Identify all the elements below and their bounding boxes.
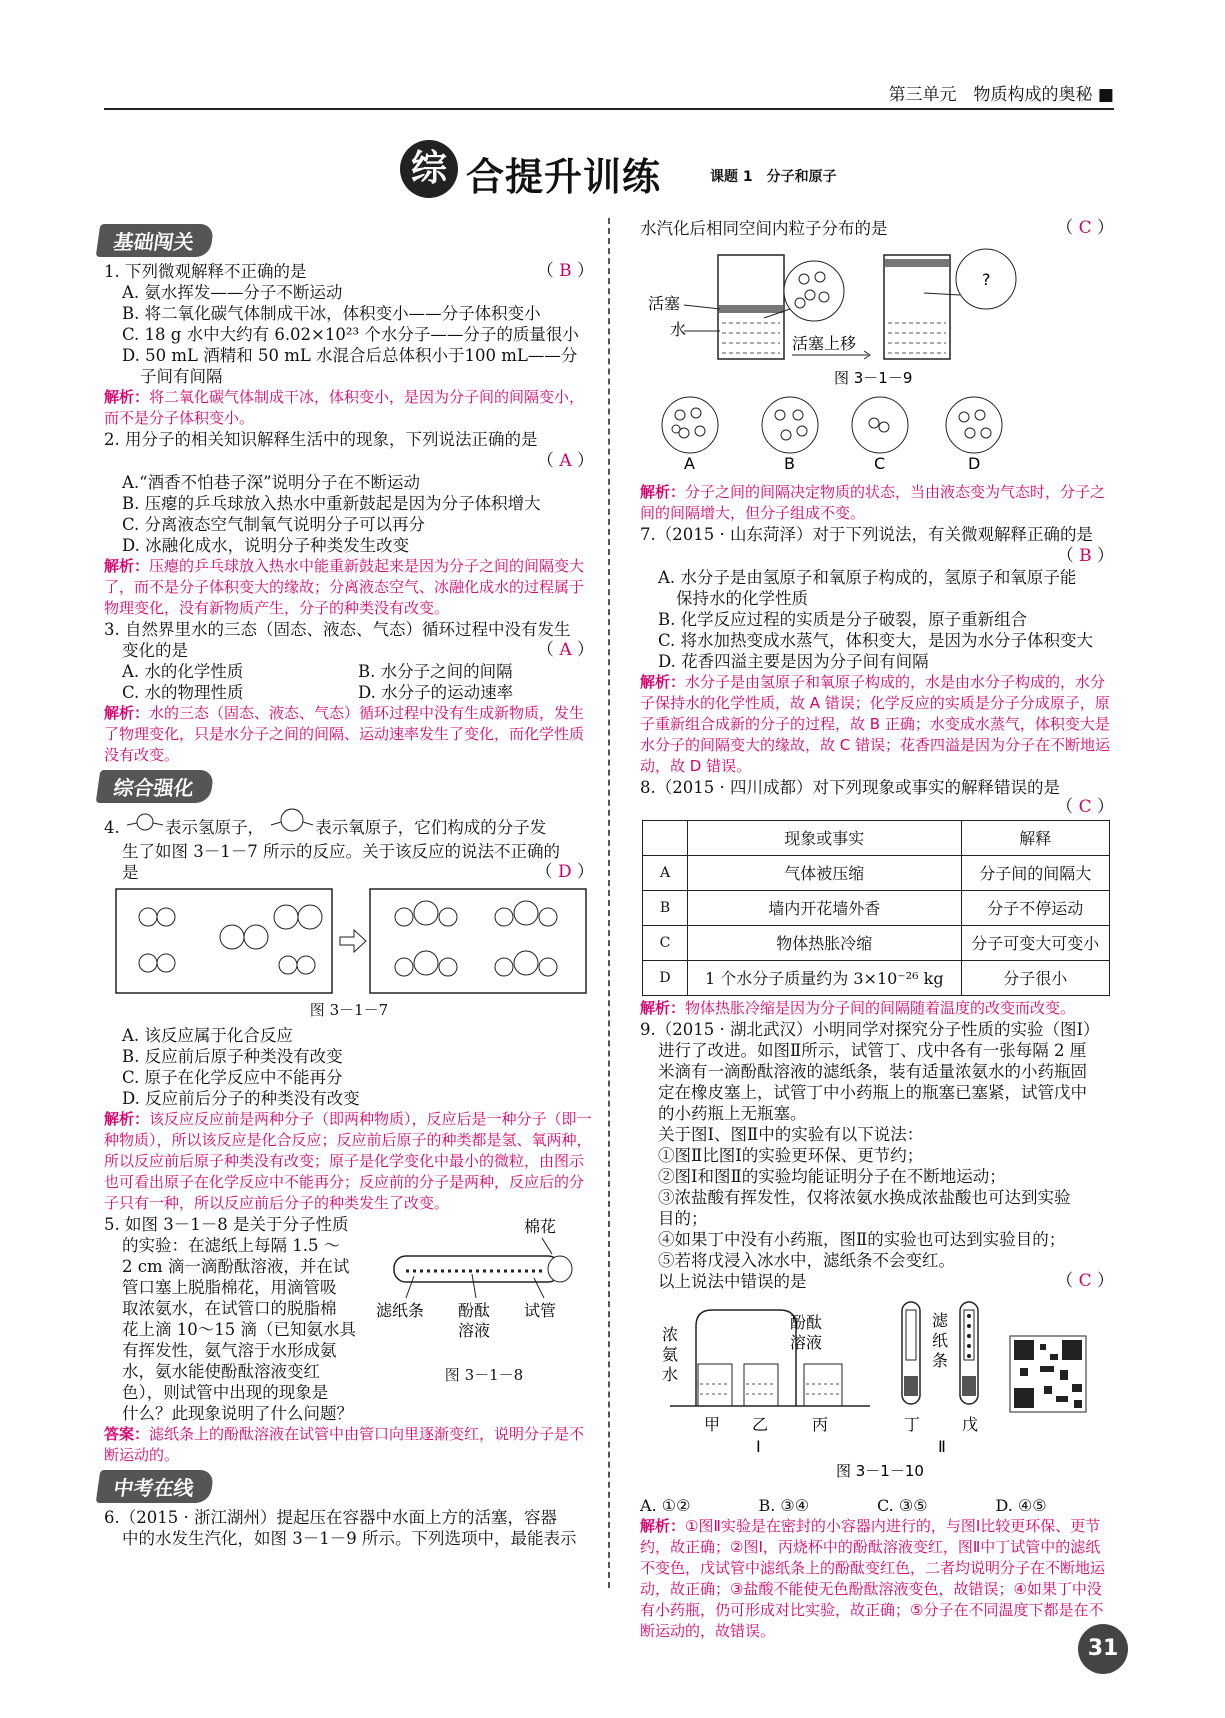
q7-answer: （ B ） [1056, 546, 1114, 566]
figure-3-1-9-caption: 图 3－1－9 [834, 369, 913, 387]
q9-line: 的小药瓶上无瓶塞。 [658, 1104, 807, 1123]
qr-code-icon [1010, 1336, 1086, 1412]
q4-option-a: A. 该反应属于化合反应 [122, 1026, 293, 1045]
running-header [104, 76, 1114, 110]
q2-option-b: B. 压瘪的乒乓球放入热水中重新鼓起是因为分子体积增大 [122, 494, 541, 513]
label-phenolphthalein: 酚酞 [458, 1301, 491, 1320]
q5-line: 2 cm 滴一滴酚酞溶液，并在试 [122, 1257, 350, 1276]
question-9 [640, 1019, 1114, 1642]
label-paper: 纸 [932, 1331, 949, 1350]
q3-explanation: 解析：水的三态（固态、液态、气态）循环过程中没有生成新物质，发生了物理变化，只是水分子之间的间隔、运动速率发生了变化，而化学性质没有改变。 [104, 704, 585, 764]
figure-3-1-9 [640, 243, 1114, 478]
q1-explanation: 解析：将二氧化碳气体制成干冰，体积变小，是因为分子间的间隔变小，而不是分子体积变小。 [104, 388, 585, 427]
page-title [400, 140, 920, 200]
label-strip: 条 [932, 1351, 949, 1370]
section-exam: 中考在线 [96, 1470, 215, 1503]
question-8 [640, 777, 1114, 1019]
table-row: A 气体被压缩 分子间的间隔大 [643, 856, 1110, 891]
question-5 [104, 1214, 594, 1466]
q6-explanation: 解析：分子之间的间隔决定物质的状态，当由液态变为气态时，分子之间的间隔增大，但分子组成不变。 [640, 483, 1106, 522]
q1-option-d-cont: 子间有间隔 [140, 367, 223, 386]
label-phenolphthalein: 酚酞 [790, 1313, 823, 1332]
q4-explanation: 解析：该反应反应前是两种分子（即两种物质），反应后是一种分子（即一种物质），所以该反应是化合反应；反应前后原子的种类都是氢、氧两种，所以反应前后原子种类没有改变；原子是化学变化中最小的微粒，由图示也可看出原子在化学反应中不能再分；反应前的分子是两种，反应后的分子只有一种，所以反应前后分子的种类发生了改变。 [104, 1110, 592, 1212]
q7-option-a: A. 水分子是由氢原子和氧原子构成的，氢原子和氧原子能 [658, 568, 1077, 587]
q5-line: 色），则试管中出现的现象是 [122, 1383, 329, 1402]
right-column [640, 218, 1114, 1642]
question-4: 4. 表示氢原子， 表示氧原子，它们构成的分子发 生了如图 3－1－7 所示的反应。关于该反应的说法不正确的 是 （ D ） 图 3－1－7 A. 该反应属于化合反应 B. 反应前后原子种类没有改变 C. 原子在化学反应中不能再分 D. 反应前后分子的种类没有改变 解析：该反应反应前是两种分子（即两种物质），反应后是一种分子（即一种物质），所以该反应是化合反应；反应前后原子的种类都是氢、氧两种，所以反应前后原子种类没有改变；原子是化学变化中最小的微粒，由图示也可看出原子在化学反应中不能再分；反应前的分子是两种，反应后的分子只有一种，所以反应前后分子的种类发生了改变。 [104, 807, 594, 1214]
q5-line: 5. 如图 3－1－8 是关于分子性质 [104, 1215, 349, 1234]
q7-option-b: B. 化学反应过程的实质是分子破裂，原子重新组合 [658, 610, 1028, 629]
q1-stem: 1. 下列微观解释不正确的是 [104, 262, 307, 281]
q9-explanation: 解析：①图Ⅱ实验是在密封的小容器内进行的，与图Ⅰ比较更环保、更节约，故正确；②图Ⅰ，丙烧杯中的酚酞溶液变红，图Ⅱ中丁试管中的滤纸不变色，戊试管中滤纸条上的酚酞变红色，二者均说明分子在不断地运动，故正确；③盐酸不能使无色酚酞溶液变色，故错误；④如果丁中没有小药瓶，仍可形成对比实验，故正确；⑤分子在不同温度下都是在不断运动的，故错误。 [640, 1517, 1106, 1640]
q9-line: ③浓盐酸有挥发性，仅将浓氨水换成浓盐酸也可达到实验 [658, 1188, 1071, 1207]
title-sub: 课题 1 分子和原子 [710, 169, 837, 185]
section-advanced: 综合强化 [96, 770, 215, 803]
label-test-tube: 试管 [524, 1301, 557, 1320]
figure-3-1-7 [104, 887, 594, 1021]
label-jia: 甲 [704, 1415, 721, 1434]
q5-answer: 答案：滤纸条上的酚酞溶液在试管中由管口向里逐渐变红，说明分子是不断运动的。 [104, 1425, 585, 1464]
label-wu: 戊 [962, 1415, 979, 1434]
label-figure-1: Ⅰ [756, 1437, 761, 1456]
left-column [104, 222, 594, 1549]
q2-option-c: C. 分离液态空气制氧气说明分子可以再分 [122, 515, 426, 534]
section-basic: 基础闯关 [96, 224, 215, 257]
figure-3-1-8-caption: 图 3－1－8 [444, 1366, 524, 1384]
q9-line: 目的； [658, 1209, 708, 1228]
q3-stem-cont: 变化的是 [122, 641, 188, 660]
label-bing: 丙 [812, 1415, 829, 1434]
q4-answer: （ D ） [535, 862, 594, 882]
q2-option-a: A.“酒香不怕巷子深”说明分子在不断运动 [122, 473, 421, 492]
q6-option-a: A [684, 454, 695, 473]
q7-option-a-cont: 保持水的化学性质 [676, 589, 808, 608]
q6-option-d: D [968, 454, 981, 473]
q3-option-c: C. 水的物理性质 [122, 683, 244, 702]
q9-line: 定在橡皮塞上，试管丁中小药瓶上的瓶塞已塞紧，试管戊中 [658, 1083, 1087, 1102]
q5-line: 花上滴 10～15 滴（已知氨水具 [122, 1320, 356, 1339]
q9-option-b: B. ③④ [758, 1496, 810, 1515]
q3-stem: 3. 自然界里水的三态（固态、液态、气态）循环过程中没有发生 [104, 620, 571, 639]
q3-option-d: D. 水分子的运动速率 [358, 683, 514, 702]
q9-option-c: C. ③⑤ [877, 1496, 928, 1515]
question-7 [640, 524, 1114, 777]
q6-answer: （ C ） [1056, 218, 1114, 238]
q9-line: 关于图Ⅰ、图Ⅱ中的实验有以下说法： [658, 1125, 924, 1144]
label-figure-2: Ⅱ [938, 1437, 946, 1456]
q5-line: 的实验：在滤纸上每隔 1.5 ～ [122, 1236, 341, 1255]
question-1 [104, 261, 594, 429]
q9-line: 米滴有一滴酚酞溶液的滤纸条，装有适量浓氨水的小药瓶固 [658, 1062, 1087, 1081]
title-badge: 综 [400, 140, 458, 198]
q7-option-d: D. 花香四溢主要是因为分子间有间隔 [658, 652, 929, 671]
q3-option-b: B. 水分子之间的间隔 [358, 662, 513, 681]
q6-stem-cont: 中的水发生汽化，如图 3－1－9 所示。下列选项中，最能表示 [122, 1529, 577, 1548]
label-concentrated: 浓 [662, 1325, 679, 1344]
table-row: B 墙内开花墙外香 分子不停运动 [643, 891, 1110, 926]
table-row: C 物体热胀冷缩 分子可变大可变小 [643, 926, 1110, 961]
label-ding: 丁 [904, 1415, 921, 1434]
q9-option-d: D. ④⑤ [995, 1496, 1047, 1515]
q9-line: ①图Ⅱ比图Ⅰ的实验更环保、更节约； [658, 1146, 924, 1165]
question-3 [104, 619, 594, 766]
question-mark: ? [982, 270, 991, 289]
q6-stem: 6.（2015 · 浙江湖州）提起压在容器中水面上方的活塞，容器 [104, 1508, 557, 1527]
q9-line: 进行了改进。如图Ⅱ所示，试管丁、戊中各有一张每隔 2 厘 [658, 1041, 1087, 1060]
q6-stem-end: 水汽化后相同空间内粒子分布的是 [640, 219, 888, 238]
label-yi: 乙 [752, 1415, 769, 1434]
q2-option-d: D. 冰融化成水，说明分子种类发生改变 [122, 536, 410, 555]
q7-option-c: C. 将水加热变成水蒸气，体积变大，是因为水分子体积变大 [658, 631, 1094, 650]
figure-3-1-7-caption: 图 3－1－7 [309, 1001, 389, 1019]
q6-option-c: C [874, 454, 886, 473]
q4-option-c: C. 原子在化学反应中不能再分 [122, 1068, 343, 1087]
figure-3-1-10 [640, 1296, 1114, 1491]
q3-option-a: A. 水的化学性质 [122, 662, 244, 681]
q5-line: 什么？此现象说明了什么问题？ [122, 1404, 353, 1423]
q6-option-b: B [784, 454, 795, 473]
q8-table [642, 820, 1110, 996]
q9-option-a: A. ①② [640, 1496, 691, 1515]
q9-answer: （ C ） [1056, 1271, 1114, 1291]
q1-option-b: B. 将二氧化碳气体制成干冰，体积变小——分子体积变小 [122, 304, 541, 323]
q9-line: ④如果丁中没有小药瓶，图Ⅱ的实验也可达到实验目的； [658, 1230, 1066, 1249]
table-header: 现象或事实 解释 [643, 821, 1110, 856]
label-solution: 溶液 [458, 1321, 491, 1340]
q9-stem: 以上说法中错误的是 [658, 1272, 807, 1291]
label-water: 水 [670, 320, 687, 339]
q9-line: ②图Ⅰ和图Ⅱ的实验均能证明分子在不断地运动； [658, 1167, 1006, 1186]
page-number: 31 [1078, 1624, 1128, 1674]
label-solution: 溶液 [790, 1333, 823, 1352]
hydrogen-atom-icon [125, 811, 165, 833]
question-2 [104, 429, 594, 619]
label-filter-paper: 滤纸条 [376, 1301, 425, 1320]
q5-line: 管口塞上脱脂棉花，用滴管吸 [122, 1278, 337, 1297]
q5-line: 水，氨水能使酚酞溶液变红 [122, 1362, 320, 1381]
q5-line: 有挥发性，氨气溶于水形成氨 [122, 1341, 337, 1360]
q5-line: 取浓氨水，在试管口的脱脂棉 [122, 1299, 337, 1318]
q2-answer: （ A ） [536, 451, 594, 471]
table-row: D 1 个水分子质量约为 3×10⁻²⁶ kg 分子很小 [643, 961, 1110, 996]
q9-line: ⑤若将戊浸入冰水中，滤纸条不会变红。 [658, 1251, 955, 1270]
q9-line: 9.（2015 · 湖北武汉）小明同学对探究分子性质的实验（图Ⅰ） [640, 1020, 1100, 1039]
figure-3-1-8 [374, 1214, 594, 1386]
label-ammonia: 氨 [662, 1345, 679, 1364]
q3-answer: （ A ） [536, 640, 594, 660]
q1-answer: （ B ） [536, 261, 594, 281]
label-cotton: 棉花 [524, 1217, 557, 1236]
title-main: 合提升训练 [466, 155, 662, 199]
q4-stem: 生了如图 3－1－7 所示的反应。关于该反应的说法不正确的 [122, 842, 560, 861]
q4-option-b: B. 反应前后原子种类没有改变 [122, 1047, 343, 1066]
q1-option-c: C. 18 g 水中大约有 6.02×10²³ 个水分子——分子的质量很小 [122, 325, 579, 344]
q1-option-d: D. 50 mL 酒精和 50 mL 水混合后总体积小于100 mL——分 [122, 346, 578, 365]
unit-title: 第三单元 物质构成的奥秘 ■ [888, 85, 1114, 105]
label-piston: 活塞 [648, 294, 681, 313]
label-water: 水 [662, 1365, 679, 1384]
label-piston-up: 活塞上移 [792, 334, 857, 353]
oxygen-atom-icon [269, 807, 315, 833]
label-filter: 滤 [932, 1311, 949, 1330]
q9-options [640, 1495, 1114, 1516]
column-divider [608, 218, 610, 1588]
q2-explanation: 解析：压瘪的乒乓球放入热水中能重新鼓起来是因为分子之间的间隔变大了，而不是分子体积变大的缘故；分离液态空气、冰融化成水的过程属于物理变化，没有新物质产生，分子的种类没有改变。 [104, 557, 585, 617]
q7-stem: 7.（2015 · 山东菏泽）对于下列说法，有关微观解释正确的是 [640, 525, 1093, 544]
q1-option-a: A. 氨水挥发——分子不断运动 [122, 283, 343, 302]
q4-option-d: D. 反应前后分子的种类没有改变 [122, 1089, 360, 1108]
q7-explanation: 解析：水分子是由氢原子和氧原子构成的，水是由水分子构成的，水分子保持水的化学性质，故 A 错误；化学反应的实质是分子分成原子，原子重新组合成新的分子的过程，故 B 正确；水变成水蒸气，体积变大是水分子的间隔变大的缘故，故 C 错误；花香四溢是因为分子在不断地运动，故 D 错误。 [640, 673, 1111, 775]
q2-stem: 2. 用分子的相关知识解释生活中的现象，下列说法正确的是 [104, 430, 538, 449]
q8-stem: 8.（2015 · 四川成都）对下列现象或事实的解释错误的是 [640, 778, 1060, 797]
question-6 [104, 1507, 594, 1549]
q8-answer: （ C ） [1056, 797, 1114, 817]
figure-3-1-10-caption: 图 3－1－10 [836, 1462, 924, 1480]
q8-explanation: 解析：物体热胀冷缩是因为分子间的间隔随着温度的改变而改变。 [640, 999, 1076, 1017]
